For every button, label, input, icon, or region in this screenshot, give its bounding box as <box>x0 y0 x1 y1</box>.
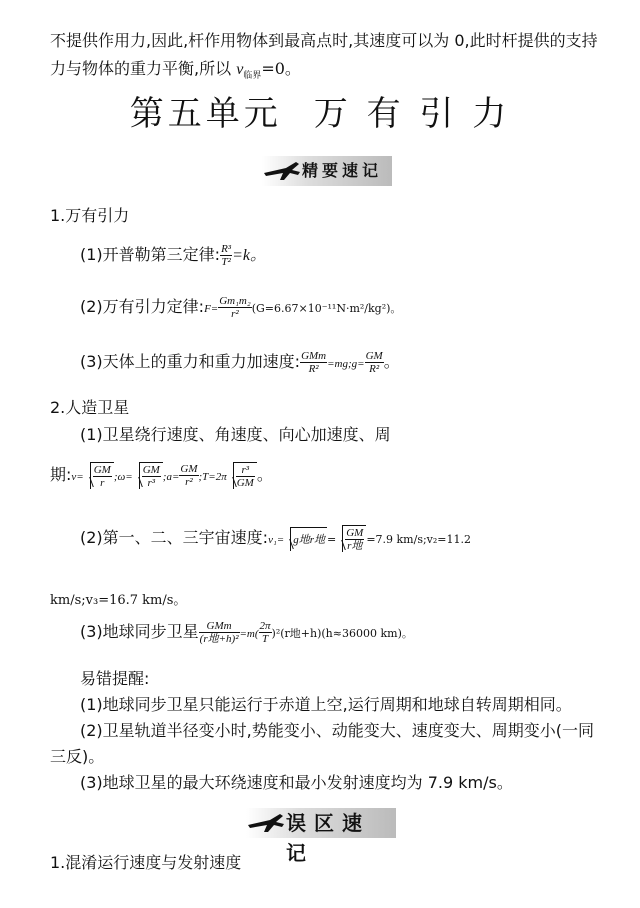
tip-3: (3)地球卫星的最大环绕速度和最小发射速度均为 7.9 km/s。 <box>80 773 513 792</box>
satellite-params-label: (1)卫星绕行速度、角速度、向心加速度、周 <box>80 425 391 444</box>
s1-heading: 1.万有引力 <box>50 206 130 225</box>
banner-label: 误区速记 <box>286 811 370 865</box>
geosync-satellite: (3)地球同步卫星 $\frac{\text{GMm}}{\text{(r地+h)²}}$ =m( $\frac{2\pi}{T}$ )²(r地+h)(h≈36000 km)。 <box>80 620 413 645</box>
intro-line-1: 不提供作用力,因此,杆作用物体到最高点时,其速度可以为 0,此时杆提供的支持 <box>50 31 598 50</box>
plane-icon <box>246 808 286 838</box>
satellite-formulas: 期:v= $\frac{GM}{r}$ ;ω= $\frac{GM}{\text{r³}}$ ;a= $\frac{GM}{\text{r²}}$ ;T=2π $\frac{\text{r³}}{GM}$ 。 <box>50 463 273 489</box>
s3-heading: 1.混淆运行速度与发射速度 <box>50 853 242 872</box>
kepler-third-law: (1)开普勒第三定律: $\frac{\text{R³}}{\text{T²}}$ =k。 <box>80 243 266 268</box>
banner-label: 精要速记 <box>302 161 383 180</box>
section-banner-key-points <box>262 156 392 186</box>
tip-2: (2)卫星轨道半径变小时,势能变小、动能变大、速度变大、周期变小(一同 <box>80 721 594 740</box>
cosmic-velocities-cont: km/s;v₃=16.7 km/s。 <box>50 593 187 608</box>
tip-1: (1)地球同步卫星只能运行于赤道上空,运行周期和地球自转周期相同。 <box>80 695 572 714</box>
cosmic-velocities: (2)第一、二、三宇宙速度:v₁= g地r地 = $\frac{GM}{\text{r地}}$ =7.9 km/s;v₂=11.2 <box>80 527 472 552</box>
unit-title: 第五单元 万 有 引 力 <box>129 94 511 134</box>
tips-heading: 易错提醒: <box>80 669 150 688</box>
tip-2-cont: 三反)。 <box>50 747 105 766</box>
gravitation-law: (2)万有引力定律:F= $\frac{\text{Gm₁m₂}}{\text{r²}}$ (G=6.67×10⁻¹¹N·m²/kg²)。 <box>80 295 402 320</box>
plane-icon <box>262 156 302 186</box>
section-banner-misconceptions <box>246 808 396 865</box>
gravity-acceleration: (3)天体上的重力和重力加速度: $\frac{\text{GMm}}{\text{R²}}$ =mg;g= $\frac{GM}{\text{R²}}$ 。 <box>80 350 400 375</box>
s2-heading: 2.人造卫星 <box>50 398 130 417</box>
intro-line-2: 力与物体的重力平衡,所以 $v_{临界}=0$。 <box>50 59 301 82</box>
